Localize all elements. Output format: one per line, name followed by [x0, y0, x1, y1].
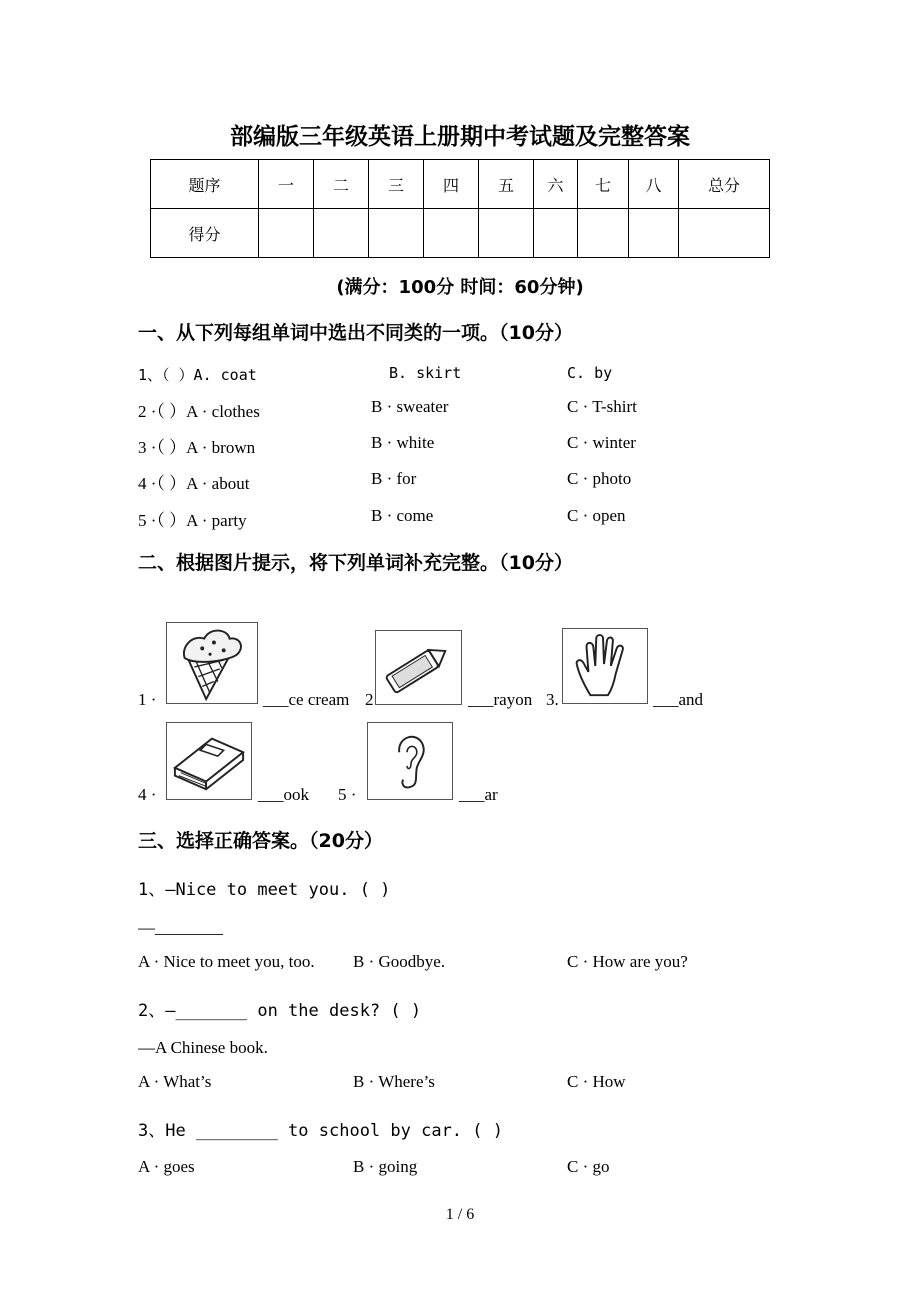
s3-q2-option-a[interactable]: A · What’s: [138, 1072, 212, 1091]
s1-item2-b: B · sweater: [371, 397, 449, 416]
book-picture: [166, 722, 252, 800]
score-cell[interactable]: [679, 209, 770, 258]
score-table-header-row: [151, 160, 770, 209]
score-row-label: 得分: [151, 209, 259, 258]
full-mark-line: (满分：100分 时间：60分钟): [336, 277, 584, 298]
s2-item5-num: 5 ·: [338, 785, 357, 804]
score-cell[interactable]: [424, 209, 479, 258]
s2-item3-blank[interactable]: ___and: [653, 690, 704, 709]
score-header-cell: 五: [479, 160, 534, 209]
score-cell[interactable]: [259, 209, 314, 258]
crayon-picture: [375, 630, 462, 705]
page-title: 部编版三年级英语上册期中考试题及完整答案: [230, 124, 690, 150]
score-header-cell: 题序: [151, 160, 259, 209]
book-icon: [167, 723, 251, 799]
ear-picture: [367, 722, 453, 800]
score-header-cell: 总分: [679, 160, 770, 209]
score-table-score-row: [151, 209, 770, 258]
section3-heading: 三、选择正确答案。（20分）: [138, 830, 383, 852]
crayon-icon: [376, 631, 461, 704]
ear-icon: [368, 723, 452, 799]
s2-item1-blank[interactable]: ___ce cream: [263, 690, 350, 709]
s1-item4-b: B · for: [371, 469, 417, 488]
s1-item5-c: C · open: [567, 506, 626, 525]
s1-item1-b: B. skirt: [389, 364, 462, 382]
s3-q1-option-b[interactable]: B · Goodbye.: [353, 952, 446, 971]
s2-item4-num: 4 ·: [138, 785, 157, 804]
score-cell[interactable]: [314, 209, 369, 258]
s3-q3-option-c[interactable]: C · go: [567, 1157, 610, 1176]
score-header-cell: 六: [534, 160, 578, 209]
s2-item3-num: 3.: [546, 690, 559, 709]
s3-q3-option-a[interactable]: A · goes: [138, 1157, 195, 1176]
s3-q2-option-b[interactable]: B · Where’s: [353, 1072, 435, 1091]
s3-q2-option-c[interactable]: C · How: [567, 1072, 626, 1091]
page-number: 1 / 6: [445, 1206, 475, 1223]
score-table: [150, 159, 770, 258]
score-header-cell: 二: [314, 160, 369, 209]
score-header-cell: 三: [369, 160, 424, 209]
score-header-cell: 一: [259, 160, 314, 209]
score-cell[interactable]: [479, 209, 534, 258]
score-header-cell: 八: [629, 160, 679, 209]
s3-q3-option-b[interactable]: B · going: [353, 1157, 418, 1176]
s1-item3-c: C · winter: [567, 433, 636, 452]
s1-item1-a: 1、（ ）A. coat: [138, 366, 257, 384]
s3-q3-question: 3、He ________ to school by car. ( ): [138, 1121, 503, 1141]
s2-item2-num: 2: [365, 690, 374, 709]
score-header-cell: 七: [578, 160, 629, 209]
ice-cream-picture: [166, 622, 258, 704]
ice-cream-icon: [167, 623, 257, 703]
hand-picture: [562, 628, 648, 704]
s3-q2-question: 2、—_______ on the desk? ( ): [138, 1001, 422, 1021]
score-cell[interactable]: [534, 209, 578, 258]
score-cell[interactable]: [629, 209, 679, 258]
hand-icon: [563, 629, 647, 703]
section2-heading: 二、根据图片提示，将下列单词补充完整。（10分）: [138, 552, 573, 574]
s2-item1-num: 1 ·: [138, 690, 157, 709]
score-cell[interactable]: [369, 209, 424, 258]
s3-q1-reply[interactable]: —________: [138, 918, 223, 937]
s3-q1-question: 1、—Nice to meet you. ( ): [138, 880, 391, 900]
s3-q1-option-a[interactable]: A · Nice to meet you, too.: [138, 952, 315, 971]
s1-item3-b: B · white: [371, 433, 435, 452]
s2-item4-blank[interactable]: ___ook: [258, 785, 309, 804]
s1-item5-b: B · come: [371, 506, 434, 525]
s1-item1-c: C. by: [567, 364, 613, 382]
s1-item4-a: 4 ·（ ）A · about: [138, 474, 250, 493]
score-header-cell: 四: [424, 160, 479, 209]
s3-q1-option-c[interactable]: C · How are you?: [567, 952, 688, 971]
s3-q2-reply: —A Chinese book.: [138, 1038, 268, 1057]
s1-item2-c: C · T-shirt: [567, 397, 637, 416]
s1-item2-a: 2 ·（ ）A · clothes: [138, 402, 260, 421]
s2-item5-blank[interactable]: ___ar: [459, 785, 498, 804]
s1-item4-c: C · photo: [567, 469, 632, 488]
s1-item3-a: 3 ·（ ）A · brown: [138, 438, 256, 457]
s2-item2-blank[interactable]: ___rayon: [468, 690, 533, 709]
score-cell[interactable]: [578, 209, 629, 258]
s1-item5-a: 5 ·（ ）A · party: [138, 511, 247, 530]
section1-heading: 一、从下列每组单词中选出不同类的一项。（10分）: [138, 322, 573, 344]
